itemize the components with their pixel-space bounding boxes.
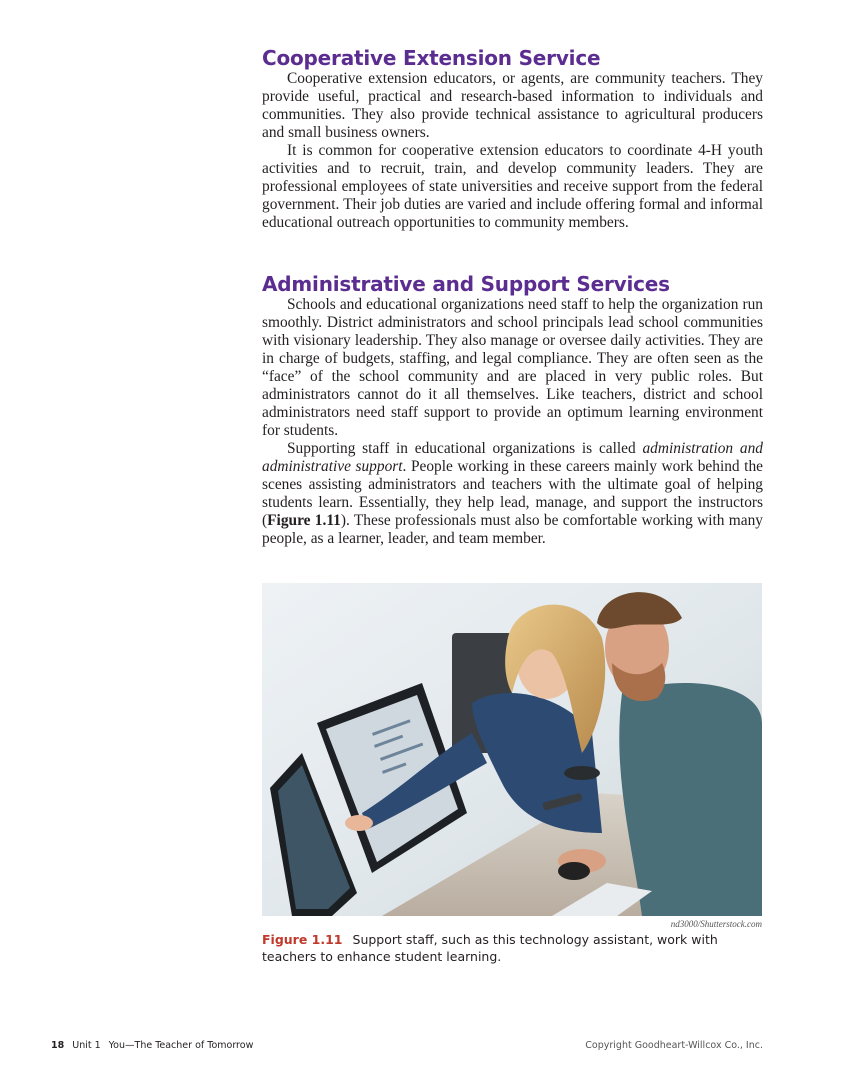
paragraph [262,440,763,548]
text-run: Supporting staff in educational organizations is called [287,440,643,457]
unit-label: Unit 1 [72,1040,101,1051]
paragraph: It is common for cooperative extension educators to coordinate 4-H youth activities and to recruit, train, and develop community leaders. They are professional employees of state universities and receive support from the federal government. Their job duties are varied and include offering formal and informal educational outreach opportunities to community members. [262,142,763,231]
caption-text: Support staff, such as this technology assistant, work with teachers to enhance student learning. [262,932,718,964]
section-heading: Administrative and Support Services [262,272,670,296]
key-term: administration and administrative support [262,440,763,475]
figure-caption [262,931,762,965]
photo-credit: nd3000/Shutterstock.com [670,919,762,929]
paragraph: Schools and educational organizations need staff to help the organization run smoothly. District administrators and school principals lead school communities with visionary leadership. They also manage or oversee daily activities. They are in charge of budgets, staffing, and legal compliance. They are often seen as the “face” of the school community and are placed in very public roles. But administrators cannot do it all themselves. Like teachers, district and school administrators need staff support to provide an optimum learning environment for students. [262,296,763,439]
section-heading: Cooperative Extension Service [262,46,601,70]
page-footer-left [51,1040,253,1051]
paragraph: Cooperative extension educators, or agents, are community teachers. They provide useful, practical and research-based information to individuals and communities. They also provide technical assistance to agricultural producers and small business owners. [262,70,763,141]
section-cooperative-extension [262,46,763,232]
section-administrative-support [262,272,763,548]
text-run: . People working in these careers mainly work behind the scenes assisting administrators and teachers with the ultimate goal of helping students learn. Essentially, they help lead, manage, and support the instructors ( [262,458,763,529]
unit-title: You—The Teacher of Tomorrow [108,1040,254,1051]
figure-label: Figure 1.11 [262,932,343,947]
figure-photo [262,583,762,916]
text-run: ). These professionals must also be comfortable working with many people, as a learner, leader, and team member. [262,512,763,547]
copyright-notice: Copyright Goodheart-Willcox Co., Inc. [585,1040,763,1051]
page-number: 18 [51,1040,65,1051]
figure-reference: Figure 1.11 [267,512,341,529]
